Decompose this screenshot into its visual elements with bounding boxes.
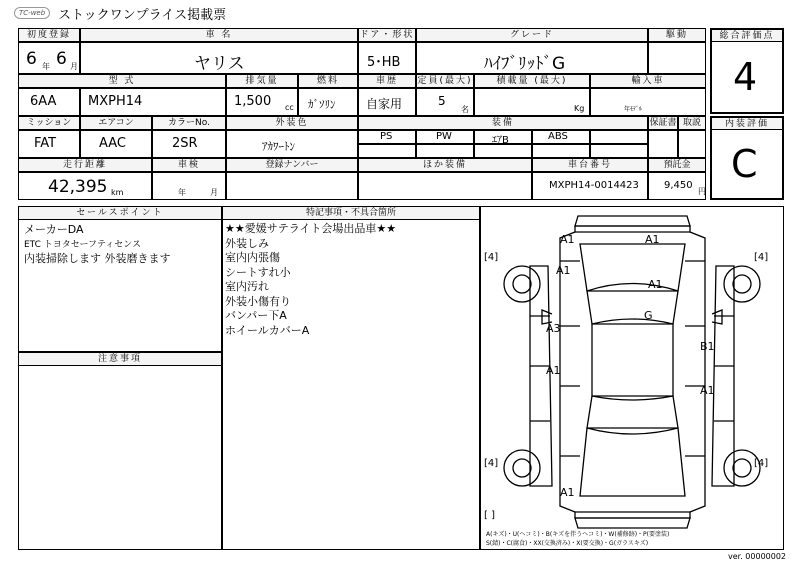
equipment-9-cell — [532, 144, 590, 158]
bracket-rear-left: [4] — [484, 458, 499, 469]
deposit: 9,450 — [664, 180, 693, 191]
capacity-unit: 名 — [461, 105, 469, 114]
inspection-year-unit: 年 — [178, 188, 186, 197]
notes-label: 注意事項 — [18, 352, 222, 366]
load-unit: Kg — [574, 104, 585, 113]
first-reg-month: 6 — [56, 49, 67, 69]
load-label: 積載量 (最大) — [474, 74, 590, 88]
chassis-label: 車台番号 — [532, 158, 648, 172]
import-cell — [590, 88, 706, 116]
equipment-10-cell — [590, 144, 648, 158]
equipment-6-cell — [358, 144, 416, 158]
legend-line-2: S(錆)・C(腐食)・XX(交換済み)・X(要交換)・G(ガラスキズ) — [486, 540, 649, 547]
fuel-label: 燃料 — [298, 74, 358, 88]
sales-point-line: メーカーDA — [24, 223, 84, 236]
mark-front-fender-left: A1 — [556, 264, 571, 277]
mileage-label: 走行距離 — [18, 158, 152, 172]
mark-roof: G — [644, 309, 653, 322]
mark-rear-fender-right: A1 — [700, 384, 715, 397]
sales-points-label: セールスポイント — [18, 206, 222, 220]
load-cell — [474, 88, 590, 116]
mark-front-door-left: A3 — [546, 322, 561, 335]
door-type-label: ドア・形状 — [359, 30, 415, 40]
car-name: ヤリス — [194, 54, 245, 74]
aircon: AAC — [99, 136, 126, 151]
capacity: 5 — [438, 94, 446, 108]
first-reg-month-unit: 月 — [70, 62, 78, 71]
color-no: 2SR — [172, 136, 198, 151]
displacement-label: 排気量 — [226, 74, 298, 88]
remarks-list — [225, 222, 396, 338]
displacement-unit: cc — [285, 103, 294, 112]
model-prefix: 6AA — [30, 94, 57, 109]
mission-label: ミッション — [18, 116, 80, 130]
plate-cell — [226, 172, 358, 200]
import-label: 輸入車 — [590, 74, 706, 88]
equipment-5-cell — [590, 130, 648, 144]
remark-line: ホイールカバーA — [225, 323, 310, 337]
drive-cell — [648, 42, 706, 74]
first-reg-label: 初度登録 — [18, 28, 80, 42]
mark-rear-door-right: B1 — [700, 340, 715, 353]
overall-score: 4 — [733, 55, 758, 99]
mileage-unit: km — [111, 188, 124, 197]
equipment-label: 装備 — [358, 116, 648, 130]
sales-points-list — [24, 223, 171, 267]
mark-front-bumper-left: A1 — [560, 233, 575, 246]
equipment-8-cell — [474, 144, 532, 158]
history-label: 車歴 — [358, 74, 416, 88]
remark-line: 外装しみ — [225, 236, 269, 250]
mark-hood: A1 — [648, 278, 663, 291]
mission: FAT — [34, 136, 57, 151]
other-equipment-cell — [358, 172, 532, 200]
remarks-label: 特記事項・不具合箇所 — [222, 206, 480, 220]
inspection-label: 車検 — [152, 158, 226, 172]
car-name-label: 車 名 — [80, 28, 358, 42]
equipment-3: ｴｱB — [492, 135, 509, 146]
sales-point-line: ETC トヨタセーフティセンス — [24, 239, 142, 250]
overall-score-label: 総合評価点 — [710, 28, 784, 42]
displacement: 1,500 — [234, 94, 272, 109]
manual-label: 取説 — [678, 116, 706, 130]
sales-point-line: 内装掃除します 外装磨きます — [24, 252, 171, 265]
exterior-color: ｱｶﾜｰﾄﾝ — [262, 140, 295, 153]
remark-line: 外装小傷有り — [225, 294, 291, 308]
plate-label: 登録ナンバー — [226, 158, 358, 172]
drive-label: 駆動 — [648, 28, 706, 42]
grade-label: グレード — [416, 28, 648, 42]
aircon-label: エアコン — [80, 116, 152, 130]
mileage: 42,395 — [48, 177, 108, 197]
bracket-bottom: [ ] — [484, 510, 495, 521]
import-note: 年ﾓﾃﾞﾙ — [624, 106, 643, 113]
equipment-2: PW — [436, 131, 452, 142]
remark-line: ★★愛媛サテライト会場出品車★★ — [225, 222, 397, 235]
equipment-1: PS — [380, 131, 393, 142]
inspection-month-unit: 月 — [210, 188, 218, 197]
version-label: ver. 00000002 — [728, 552, 787, 561]
remark-line: バンパー下A — [225, 309, 287, 322]
mark-rear-bumper: A1 — [560, 486, 575, 499]
history: 自家用 — [366, 97, 403, 111]
car-diagram — [480, 206, 784, 550]
bracket-rear-right: [4] — [754, 458, 769, 469]
bracket-front-right: [4] — [754, 252, 769, 263]
mark-rear-door-left: A1 — [546, 364, 561, 377]
warranty-cell — [648, 130, 678, 158]
notes-box — [18, 352, 222, 550]
chassis-number: MXPH14-0014423 — [549, 180, 639, 191]
bracket-front-left: [4] — [484, 252, 499, 263]
first-reg-year-unit: 年 — [42, 62, 50, 71]
remark-line: 室内汚れ — [225, 280, 269, 293]
page-title: ストックワンプライス掲載票 — [58, 8, 227, 23]
grade: ﾊｲﾌﾞﾘｯﾄﾞG — [484, 54, 566, 74]
deposit-unit: 円 — [698, 187, 706, 196]
door-type: 5･HB — [367, 55, 401, 70]
equipment-4: ABS — [548, 131, 568, 142]
first-reg-year: 6 — [26, 49, 37, 69]
color-label: カラーNo. — [152, 116, 226, 130]
equipment-7-cell — [416, 144, 474, 158]
model-label: 型 式 — [18, 74, 226, 88]
model: MXPH14 — [88, 94, 143, 109]
remark-line: 室内内張傷 — [225, 251, 280, 264]
capacity-label: 定員(最大) — [417, 76, 473, 86]
exterior-color-label: 外装色 — [226, 116, 358, 130]
warranty-label: 保証書 — [649, 118, 677, 128]
fuel: ｶﾞｿﾘﾝ — [308, 98, 336, 111]
deposit-label: 預託金 — [648, 158, 706, 172]
other-equipment-label: ほか装備 — [358, 158, 532, 172]
brand-logo: TC-web — [14, 7, 50, 19]
legend-line-1: A(キズ)・U(ヘコミ)・B(キズを伴うヘコミ)・W(補修跡)・P(要塗装) — [486, 531, 670, 538]
interior-score-label: 内装評価 — [710, 116, 784, 130]
manual-cell — [678, 130, 706, 158]
mark-front-bumper-right: A1 — [645, 233, 660, 246]
interior-score: C — [731, 142, 758, 186]
remark-line: シートすれ小 — [225, 265, 291, 279]
